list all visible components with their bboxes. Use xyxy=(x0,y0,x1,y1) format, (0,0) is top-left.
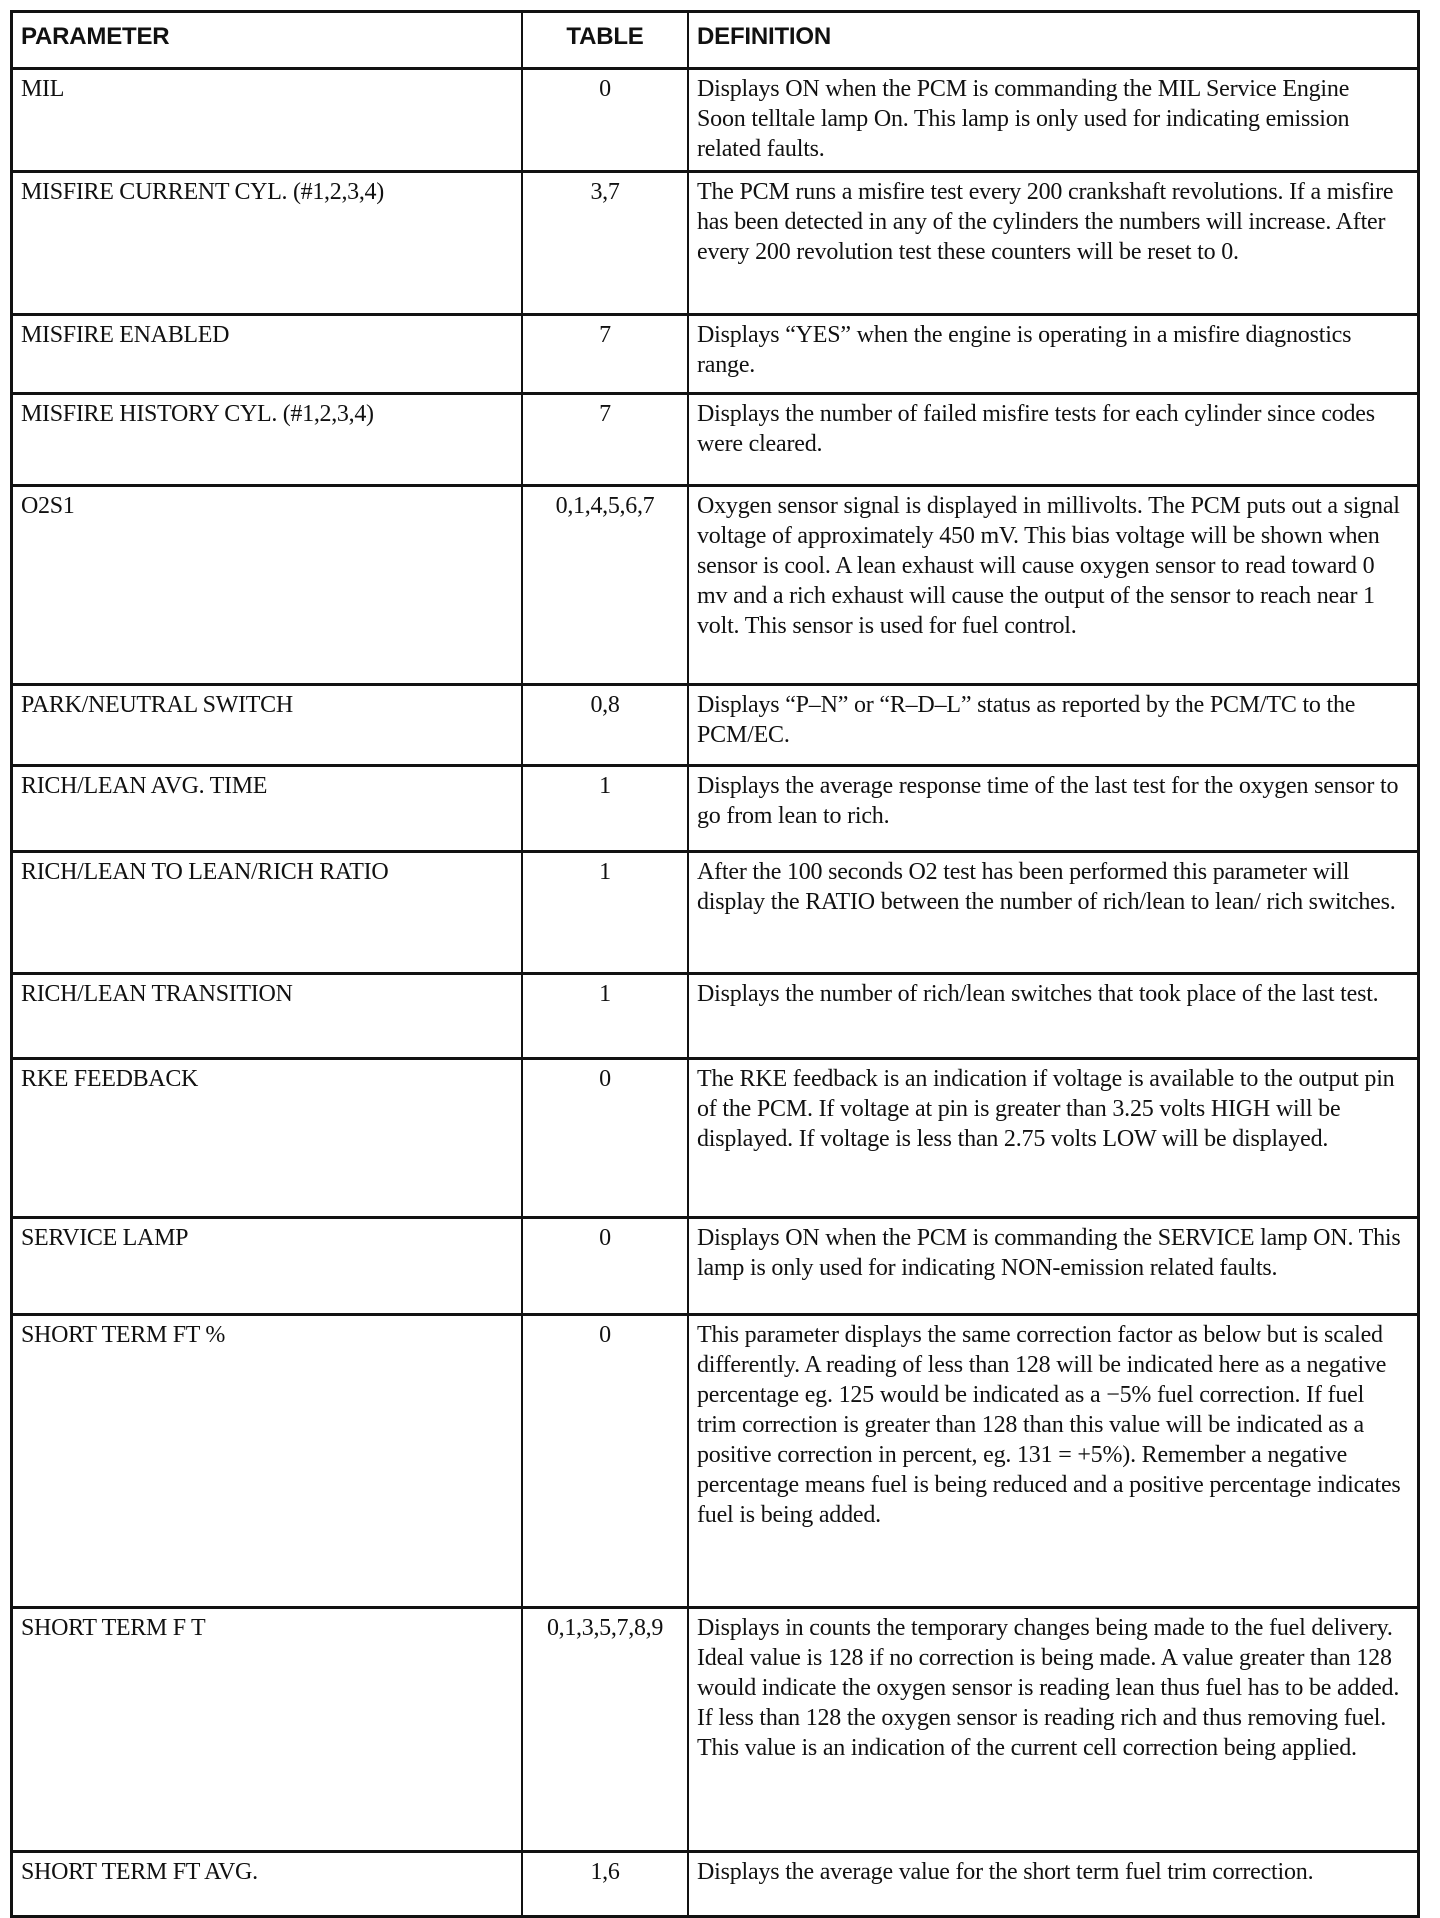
table-row xyxy=(12,1059,1419,1218)
table-number-cell: 7 xyxy=(522,394,688,486)
definition-cell: After the 100 seconds O2 test has been performed this parameter will display the RATIO between the number of rich/lean to lean/ rich switches. xyxy=(688,852,1419,974)
header-table: TABLE xyxy=(522,12,688,69)
parameter-cell: MISFIRE HISTORY CYL. (#1,2,3,4) xyxy=(12,394,523,486)
table-row xyxy=(12,69,1419,172)
table-row xyxy=(12,1315,1419,1608)
definition-cell: Displays “P–N” or “R–D–L” status as reported by the PCM/TC to the PCM/EC. xyxy=(688,685,1419,766)
table-number-cell: 1 xyxy=(522,852,688,974)
table-row xyxy=(12,1608,1419,1852)
table-number-cell: 0 xyxy=(522,69,688,172)
table-number-cell: 7 xyxy=(522,315,688,394)
header-definition: DEFINITION xyxy=(688,12,1419,69)
table-row xyxy=(12,486,1419,685)
definition-cell: Oxygen sensor signal is displayed in millivolts. The PCM puts out a signal voltage of approximately 450 mV. This bias voltage will be shown when sensor is cool. A lean exhaust will cause oxygen sensor to read toward 0 mv and a rich exhaust will cause the output of the sensor to reach near 1 volt. This sensor is used for fuel control. xyxy=(688,486,1419,685)
definition-cell: The RKE feedback is an indication if voltage is available to the output pin of the PCM. If voltage at pin is greater than 3.25 volts HIGH will be displayed. If voltage is less than 2.75 volts LOW will be displayed. xyxy=(688,1059,1419,1218)
parameter-cell: MISFIRE CURRENT CYL. (#1,2,3,4) xyxy=(12,172,523,315)
definition-cell: Displays “YES” when the engine is operating in a misfire diagnostics range. xyxy=(688,315,1419,394)
table-number-cell: 0,1,3,5,7,8,9 xyxy=(522,1608,688,1852)
parameter-cell: RICH/LEAN AVG. TIME xyxy=(12,766,523,852)
definition-cell: This parameter displays the same correction factor as below but is scaled differently. A reading of less than 128 will be indicated here as a negative percentage eg. 125 would be indicated as a −5% fuel correction. If fuel trim correction is greater than 128 than this value will be indicated as a positive correction in percent, eg. 131 = +5%). Remember a negative percentage means fuel is being reduced and a positive percentage indicates fuel is being added. xyxy=(688,1315,1419,1608)
table-row xyxy=(12,1218,1419,1315)
definition-cell: Displays the average response time of the last test for the oxygen sensor to go from lean to rich. xyxy=(688,766,1419,852)
table-number-cell: 3,7 xyxy=(522,172,688,315)
parameter-cell: SHORT TERM FT % xyxy=(12,1315,523,1608)
parameter-cell: RICH/LEAN TRANSITION xyxy=(12,974,523,1059)
parameter-cell: RICH/LEAN TO LEAN/RICH RATIO xyxy=(12,852,523,974)
table-number-cell: 0 xyxy=(522,1059,688,1218)
parameter-cell: SHORT TERM F T xyxy=(12,1608,523,1852)
parameter-cell: PARK/NEUTRAL SWITCH xyxy=(12,685,523,766)
table-number-cell: 1 xyxy=(522,974,688,1059)
table-row xyxy=(12,172,1419,315)
definition-cell: Displays the number of rich/lean switches that took place of the last test. xyxy=(688,974,1419,1059)
table-number-cell: 1,6 xyxy=(522,1852,688,1917)
table-number-cell: 0 xyxy=(522,1315,688,1608)
table-row xyxy=(12,685,1419,766)
parameter-definition-table xyxy=(10,10,1420,1918)
parameter-cell: O2S1 xyxy=(12,486,523,685)
definition-cell: Displays ON when the PCM is commanding the MIL Service Engine Soon telltale lamp On. This lamp is only used for indicating emission related faults. xyxy=(688,69,1419,172)
table-header-row xyxy=(12,12,1419,69)
definition-cell: Displays in counts the temporary changes being made to the fuel delivery. Ideal value is 128 if no correction is being made. A value greater than 128 would indicate the oxygen sensor is reading lean thus fuel has to be added. If less than 128 the oxygen sensor is reading rich and thus removing fuel. This value is an indication of the current cell correction being applied. xyxy=(688,1608,1419,1852)
table-row xyxy=(12,394,1419,486)
table-row xyxy=(12,1852,1419,1917)
definition-cell: The PCM runs a misfire test every 200 crankshaft revolutions. If a misfire has been detected in any of the cylinders the numbers will increase. After every 200 revolution test these counters will be reset to 0. xyxy=(688,172,1419,315)
table-row xyxy=(12,766,1419,852)
parameter-cell: SHORT TERM FT AVG. xyxy=(12,1852,523,1917)
table-number-cell: 0,8 xyxy=(522,685,688,766)
table-row xyxy=(12,852,1419,974)
definition-cell: Displays the number of failed misfire tests for each cylinder since codes were cleared. xyxy=(688,394,1419,486)
table-number-cell: 0,1,4,5,6,7 xyxy=(522,486,688,685)
table-number-cell: 0 xyxy=(522,1218,688,1315)
parameter-cell: RKE FEEDBACK xyxy=(12,1059,523,1218)
parameter-cell: MISFIRE ENABLED xyxy=(12,315,523,394)
table-row xyxy=(12,974,1419,1059)
table-number-cell: 1 xyxy=(522,766,688,852)
definition-cell: Displays the average value for the short term fuel trim correction. xyxy=(688,1852,1419,1917)
parameter-cell: MIL xyxy=(12,69,523,172)
table-body xyxy=(12,69,1419,1917)
header-parameter: PARAMETER xyxy=(12,12,523,69)
parameter-cell: SERVICE LAMP xyxy=(12,1218,523,1315)
table-row xyxy=(12,315,1419,394)
definition-cell: Displays ON when the PCM is commanding the SERVICE lamp ON. This lamp is only used for indicating NON-emission related faults. xyxy=(688,1218,1419,1315)
